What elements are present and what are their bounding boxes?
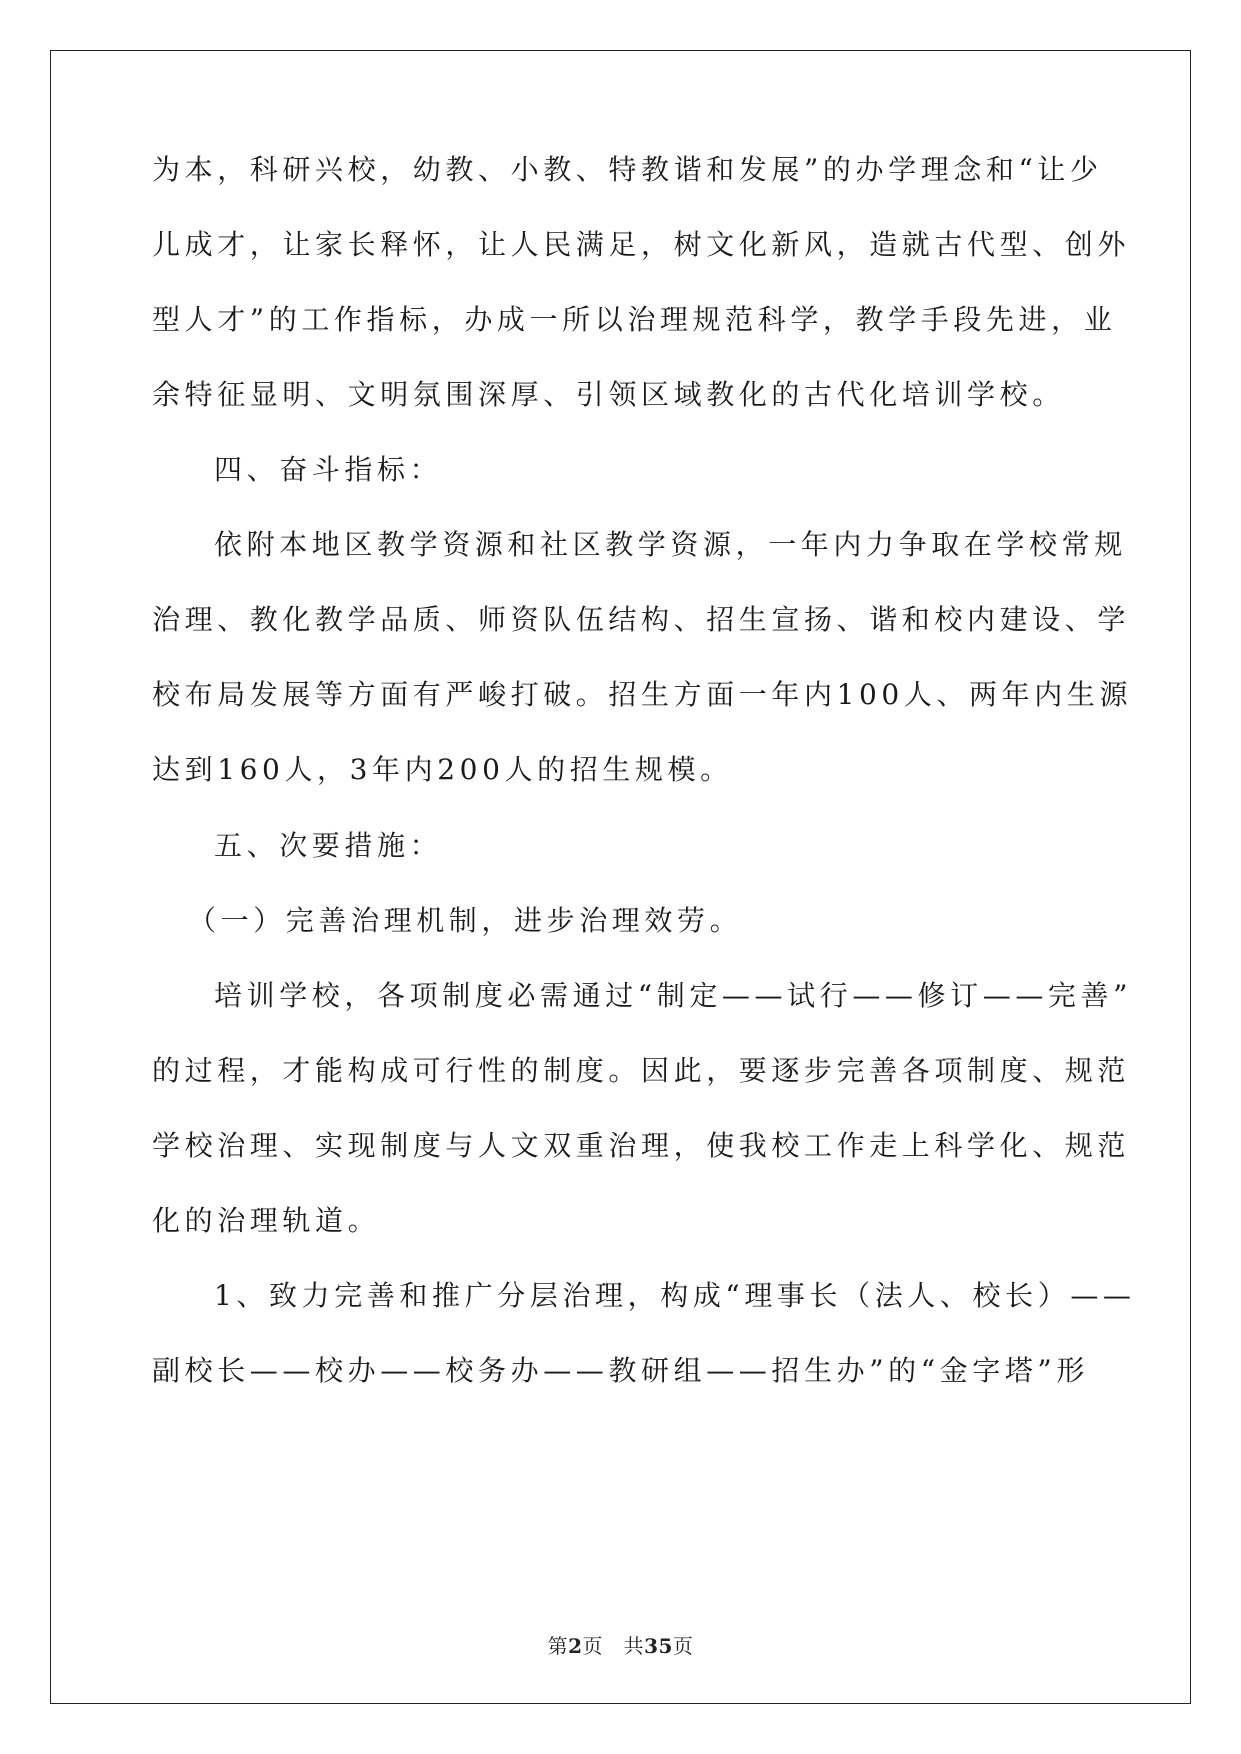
total-prefix: 共 <box>623 1634 645 1658</box>
section-heading: 五、次要措施： <box>214 829 443 862</box>
text-line: 的过程，才能构成可行性的制度。因此，要逐步完善各项制度、规范 <box>152 1054 1131 1087</box>
text-line: 副校长——校办——校务办——教研组——招生办”的“金字塔”形 <box>152 1354 1089 1387</box>
text-line: 学校治理、实现制度与人文双重治理，使我校工作走上科学化、规范 <box>152 1129 1131 1162</box>
text-line: 1、致力完善和推广分层治理，构成“理事长（法人、校长）—— <box>214 1279 1136 1312</box>
text-line: 校布局发展等方面有严峻打破。招生方面一年内100人、两年内生源 <box>152 678 1133 711</box>
text-line: 达到160人，3年内200人的招生规模。 <box>152 753 733 786</box>
text-line: 依附本地区教学资源和社区教学资源，一年内力争取在学校常规 <box>214 528 1127 561</box>
total-pages: 35 <box>644 1634 673 1658</box>
text-line: 型人才”的工作指标，办成一所以治理规范科学，教学手段先进，业 <box>152 303 1117 336</box>
total-suffix: 页 <box>672 1634 694 1658</box>
page-border <box>50 50 1191 1704</box>
section-heading: 四、奋斗指标： <box>214 453 443 486</box>
page-suffix: 页 <box>582 1634 603 1658</box>
text-line: 余特征显明、文明氛围深厚、引领区域教化的古代化培训学校。 <box>152 378 1065 411</box>
text-line: 化的治理轨道。 <box>152 1204 381 1237</box>
subsection-heading: （一）完善治理机制，进步治理效劳。 <box>188 904 743 937</box>
page-prefix: 第 <box>547 1634 569 1658</box>
text-line: 为本，科研兴校，幼教、小教、特教谐和发展”的办学理念和“让少 <box>152 153 1103 186</box>
page-number: 2 <box>568 1634 583 1658</box>
text-line: 培训学校，各项制度必需通过“制定——试行——修订——完善” <box>214 979 1133 1012</box>
page-footer <box>0 1630 1241 1659</box>
text-line: 治理、教化教学品质、师资队伍结构、招生宣扬、谐和校内建设、学 <box>152 603 1131 636</box>
text-line: 儿成才，让家长释怀，让人民满足，树文化新风，造就古代型、创外 <box>152 228 1131 261</box>
